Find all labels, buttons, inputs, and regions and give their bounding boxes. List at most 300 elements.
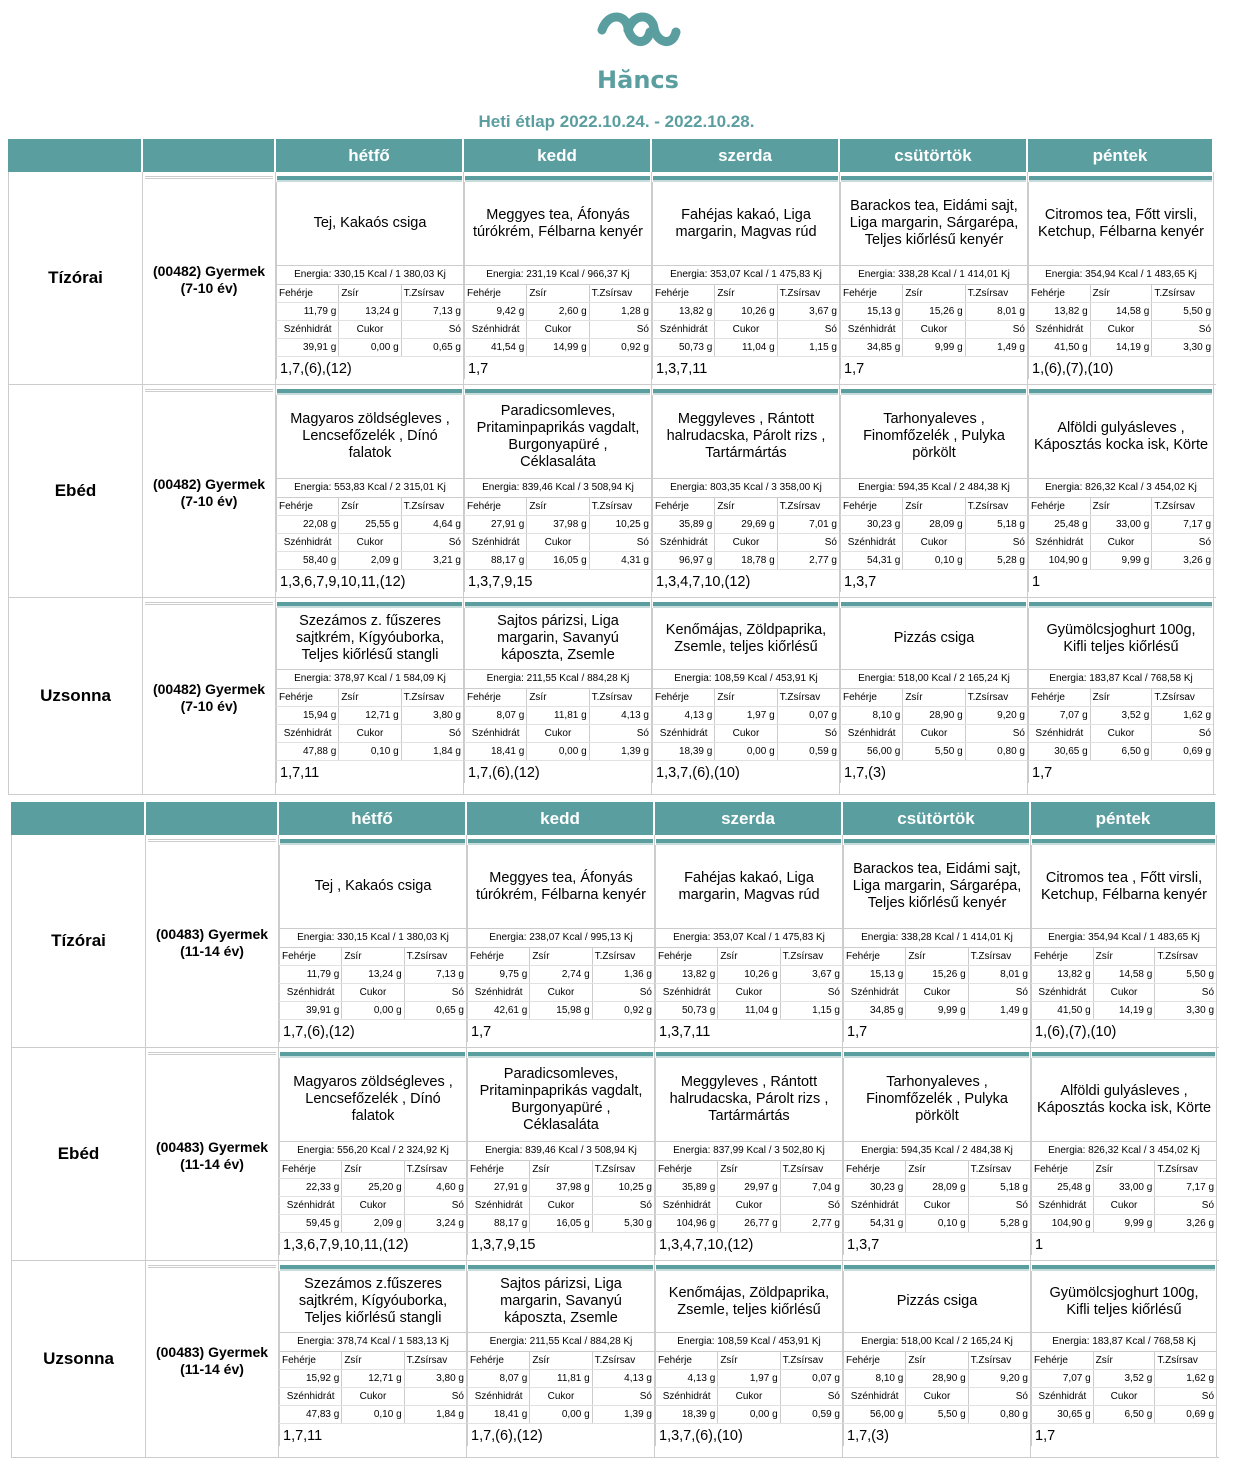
fat-label: Zsír bbox=[526, 285, 588, 302]
day-cell bbox=[467, 1048, 655, 1260]
sugar-label: Cukor bbox=[1093, 1388, 1155, 1405]
carb-value: 39,91 g bbox=[276, 339, 338, 356]
dish-text: Magyaros zöldségleves , Lencsefőzelék , Dínó falatok bbox=[279, 1058, 466, 1142]
saturated-fat-value: 7,13 g bbox=[401, 303, 463, 320]
energy-value: Energia: 354,94 Kcal / 1 483,65 Kj bbox=[1031, 929, 1216, 948]
carb-value: 54,31 g bbox=[840, 552, 902, 569]
protein-value: 13,82 g bbox=[1028, 303, 1090, 320]
saturated-fat-label: T.Zsírsav bbox=[777, 498, 839, 515]
meal-row bbox=[8, 598, 1216, 795]
nutrient-values-row bbox=[279, 966, 466, 984]
dish-text: Sajtos párizsi, Liga margarin, Savanyú káposzta, Zsemle bbox=[467, 1271, 654, 1333]
fat-value: 1,97 g bbox=[714, 707, 776, 724]
sugar-label: Cukor bbox=[905, 1388, 967, 1405]
nutrient-labels-row bbox=[467, 1161, 654, 1179]
saturated-fat-value: 1,62 g bbox=[1154, 1370, 1216, 1387]
nutrient-labels-row bbox=[840, 725, 1027, 743]
fat-value: 14,58 g bbox=[1093, 966, 1155, 983]
protein-label: Fehérje bbox=[1028, 498, 1090, 515]
nutrient-values-row bbox=[1028, 743, 1213, 761]
sugar-label: Cukor bbox=[341, 1197, 403, 1214]
fat-label: Zsír bbox=[717, 948, 779, 965]
nutrient-values-row bbox=[1031, 1179, 1216, 1197]
protein-value: 7,07 g bbox=[1031, 1370, 1093, 1387]
saturated-fat-value: 8,01 g bbox=[965, 303, 1027, 320]
sugar-label: Cukor bbox=[526, 321, 588, 338]
day-cell bbox=[467, 1261, 655, 1457]
saturated-fat-label: T.Zsírsav bbox=[968, 1161, 1030, 1178]
sugar-label: Cukor bbox=[905, 1197, 967, 1214]
nutrient-values-row bbox=[655, 1370, 842, 1388]
dish-text: Meggyleves , Rántott halrudacska, Párolt rizs , Tartármártás bbox=[655, 1058, 842, 1142]
dish-text: Meggyleves , Rántott halrudacska, Párolt rizs , Tartármártás bbox=[652, 395, 839, 479]
day-cell bbox=[279, 1048, 467, 1260]
energy-value: Energia: 330,15 Kcal / 1 380,03 Kj bbox=[279, 929, 466, 948]
salt-label: Só bbox=[589, 321, 651, 338]
dish-text: Barackos tea, Eidámi sajt, Liga margarin, Sárgarépa, Teljes kiőrlésű kenyér bbox=[840, 182, 1027, 266]
nutrient-values-row bbox=[840, 552, 1027, 570]
protein-label: Fehérje bbox=[655, 948, 717, 965]
fat-label: Zsír bbox=[341, 1352, 403, 1369]
salt-label: Só bbox=[777, 534, 839, 551]
sugar-value: 9,99 g bbox=[902, 339, 964, 356]
carb-value: 41,50 g bbox=[1031, 1002, 1093, 1019]
day-header: péntek bbox=[1031, 802, 1217, 835]
nutrient-labels-row bbox=[467, 1388, 654, 1406]
sugar-label: Cukor bbox=[526, 725, 588, 742]
saturated-fat-value: 7,04 g bbox=[780, 1179, 842, 1196]
nutrient-values-row bbox=[279, 1370, 466, 1388]
sugar-value: 16,05 g bbox=[529, 1215, 591, 1232]
energy-value: Energia: 518,00 Kcal / 2 165,24 Kj bbox=[840, 670, 1027, 689]
meal-name: Ebéd bbox=[8, 385, 143, 597]
day-header: szerda bbox=[652, 139, 840, 172]
saturated-fat-value: 7,17 g bbox=[1151, 516, 1213, 533]
day-cell bbox=[652, 385, 840, 597]
carb-value: 50,73 g bbox=[652, 339, 714, 356]
saturated-fat-value: 3,80 g bbox=[401, 707, 463, 724]
protein-value: 9,42 g bbox=[464, 303, 526, 320]
fat-label: Zsír bbox=[714, 498, 776, 515]
carb-value: 42,61 g bbox=[467, 1002, 529, 1019]
dish-text: Fahéjas kakaó, Liga margarin, Magvas rúd bbox=[655, 845, 842, 929]
meal-name: Uzsonna bbox=[11, 1261, 146, 1457]
day-cell bbox=[464, 172, 652, 384]
sugar-value: 0,00 g bbox=[529, 1406, 591, 1423]
fat-value: 14,58 g bbox=[1090, 303, 1152, 320]
carb-value: 104,96 g bbox=[655, 1215, 717, 1232]
energy-value: Energia: 183,87 Kcal / 768,58 Kj bbox=[1031, 1333, 1216, 1352]
nutrient-labels-row bbox=[840, 534, 1027, 552]
carb-value: 56,00 g bbox=[840, 743, 902, 760]
fat-label: Zsír bbox=[529, 948, 591, 965]
protein-value: 13,82 g bbox=[1031, 966, 1093, 983]
protein-label: Fehérje bbox=[843, 948, 905, 965]
saturated-fat-value: 9,20 g bbox=[968, 1370, 1030, 1387]
carb-value: 59,45 g bbox=[279, 1215, 341, 1232]
protein-label: Fehérje bbox=[840, 285, 902, 302]
fat-value: 2,60 g bbox=[526, 303, 588, 320]
nutrient-labels-row bbox=[279, 1197, 466, 1215]
salt-label: Só bbox=[592, 984, 654, 1001]
protein-label: Fehérje bbox=[1028, 689, 1090, 706]
meal-row bbox=[11, 835, 1219, 1048]
fat-value: 11,81 g bbox=[529, 1370, 591, 1387]
nutrient-values-row bbox=[279, 1002, 466, 1020]
nutrient-values-row bbox=[464, 303, 651, 321]
fat-label: Zsír bbox=[338, 285, 400, 302]
sugar-value: 9,99 g bbox=[905, 1002, 967, 1019]
allergen-codes: 1 bbox=[1028, 570, 1213, 592]
protein-value: 13,82 g bbox=[655, 966, 717, 983]
carb-label: Szénhidrát bbox=[1031, 1388, 1093, 1405]
nutrient-values-row bbox=[1028, 707, 1213, 725]
nutrient-labels-row bbox=[279, 1161, 466, 1179]
saturated-fat-label: T.Zsírsav bbox=[777, 285, 839, 302]
sugar-label: Cukor bbox=[717, 1388, 779, 1405]
nutrient-values-row bbox=[464, 552, 651, 570]
nutrient-values-row bbox=[652, 303, 839, 321]
saturated-fat-value: 10,25 g bbox=[589, 516, 651, 533]
saturated-fat-label: T.Zsírsav bbox=[777, 689, 839, 706]
saturated-fat-label: T.Zsírsav bbox=[404, 1352, 466, 1369]
day-header: hétfő bbox=[276, 139, 464, 172]
fat-value: 10,26 g bbox=[717, 966, 779, 983]
salt-value: 0,92 g bbox=[589, 339, 651, 356]
nutrient-values-row bbox=[276, 516, 463, 534]
salt-label: Só bbox=[777, 725, 839, 742]
carb-label: Szénhidrát bbox=[279, 1197, 341, 1214]
sugar-value: 9,99 g bbox=[1090, 552, 1152, 569]
carb-label: Szénhidrát bbox=[843, 1197, 905, 1214]
nutrient-values-row bbox=[464, 339, 651, 357]
age-group: (00482) Gyermek (7-10 év) bbox=[143, 598, 276, 794]
day-header: kedd bbox=[464, 139, 652, 172]
nutrient-labels-row bbox=[464, 534, 651, 552]
meal-row bbox=[11, 1048, 1219, 1261]
day-cell bbox=[1028, 598, 1214, 794]
sugar-value: 16,05 g bbox=[526, 552, 588, 569]
saturated-fat-value: 3,67 g bbox=[777, 303, 839, 320]
sugar-label: Cukor bbox=[714, 725, 776, 742]
fat-label: Zsír bbox=[902, 498, 964, 515]
nutrient-values-row bbox=[843, 1215, 1030, 1233]
nutrient-values-row bbox=[276, 743, 463, 761]
carb-label: Szénhidrát bbox=[276, 321, 338, 338]
day-cell bbox=[840, 385, 1028, 597]
nutrient-labels-row bbox=[652, 689, 839, 707]
sugar-label: Cukor bbox=[905, 984, 967, 1001]
carb-label: Szénhidrát bbox=[652, 725, 714, 742]
sugar-label: Cukor bbox=[529, 984, 591, 1001]
fat-value: 28,90 g bbox=[902, 707, 964, 724]
header-blank bbox=[8, 139, 143, 172]
nutrient-labels-row bbox=[1028, 498, 1213, 516]
energy-value: Energia: 353,07 Kcal / 1 475,83 Kj bbox=[655, 929, 842, 948]
carb-label: Szénhidrát bbox=[467, 1388, 529, 1405]
nutrient-values-row bbox=[843, 1179, 1030, 1197]
nutrient-values-row bbox=[652, 516, 839, 534]
header-blank bbox=[143, 139, 276, 172]
dish-text: Alföldi gulyásleves , Káposztás kocka isk, Körte bbox=[1028, 395, 1213, 479]
sugar-value: 14,19 g bbox=[1090, 339, 1152, 356]
age-group: (00482) Gyermek (7-10 év) bbox=[143, 385, 276, 597]
salt-value: 1,15 g bbox=[777, 339, 839, 356]
nutrient-labels-row bbox=[1031, 1352, 1216, 1370]
fat-label: Zsír bbox=[902, 689, 964, 706]
protein-label: Fehérje bbox=[467, 948, 529, 965]
fat-value: 2,74 g bbox=[529, 966, 591, 983]
meal-row bbox=[8, 385, 1216, 598]
salt-label: Só bbox=[965, 534, 1027, 551]
nutrient-labels-row bbox=[1031, 948, 1216, 966]
energy-value: Energia: 594,35 Kcal / 2 484,38 Kj bbox=[840, 479, 1027, 498]
salt-value: 1,39 g bbox=[589, 743, 651, 760]
allergen-codes: 1,7,(6),(12) bbox=[464, 761, 651, 783]
allergen-codes: 1,(6),(7),(10) bbox=[1031, 1020, 1216, 1042]
salt-value: 3,24 g bbox=[404, 1215, 466, 1232]
sugar-value: 0,00 g bbox=[338, 339, 400, 356]
logo bbox=[592, 8, 684, 94]
sugar-value: 9,99 g bbox=[1093, 1215, 1155, 1232]
nutrient-labels-row bbox=[276, 321, 463, 339]
dish-text: Gyümölcsjoghurt 100g, Kifli teljes kiőrlésű bbox=[1031, 1271, 1216, 1333]
nutrient-values-row bbox=[1028, 303, 1213, 321]
meal-name: Ebéd bbox=[11, 1048, 146, 1260]
salt-value: 3,30 g bbox=[1154, 1002, 1216, 1019]
carb-label: Szénhidrát bbox=[1028, 534, 1090, 551]
day-cell bbox=[655, 1048, 843, 1260]
sugar-value: 0,10 g bbox=[338, 743, 400, 760]
salt-value: 3,21 g bbox=[401, 552, 463, 569]
carb-label: Szénhidrát bbox=[467, 1197, 529, 1214]
fat-label: Zsír bbox=[905, 948, 967, 965]
saturated-fat-label: T.Zsírsav bbox=[401, 285, 463, 302]
nutrient-labels-row bbox=[843, 1197, 1030, 1215]
carb-label: Szénhidrát bbox=[652, 534, 714, 551]
header-blank bbox=[11, 802, 146, 835]
protein-value: 22,08 g bbox=[276, 516, 338, 533]
dish-text: Fahéjas kakaó, Liga margarin, Magvas rúd bbox=[652, 182, 839, 266]
protein-value: 4,13 g bbox=[655, 1370, 717, 1387]
fat-label: Zsír bbox=[714, 689, 776, 706]
day-cell bbox=[1028, 385, 1214, 597]
nutrient-labels-row bbox=[1028, 689, 1213, 707]
menu-block bbox=[8, 139, 1216, 795]
sugar-label: Cukor bbox=[529, 1388, 591, 1405]
protein-value: 8,07 g bbox=[467, 1370, 529, 1387]
energy-value: Energia: 211,55 Kcal / 884,28 Kj bbox=[467, 1333, 654, 1352]
salt-label: Só bbox=[780, 1388, 842, 1405]
nutrient-labels-row bbox=[843, 1388, 1030, 1406]
salt-label: Só bbox=[592, 1197, 654, 1214]
nutrient-values-row bbox=[467, 1370, 654, 1388]
saturated-fat-label: T.Zsírsav bbox=[404, 1161, 466, 1178]
meal-name: Tízórai bbox=[11, 835, 146, 1047]
energy-value: Energia: 330,15 Kcal / 1 380,03 Kj bbox=[276, 266, 463, 285]
carb-value: 41,54 g bbox=[464, 339, 526, 356]
carb-label: Szénhidrát bbox=[279, 984, 341, 1001]
carb-value: 47,83 g bbox=[279, 1406, 341, 1423]
allergen-codes: 1,7,11 bbox=[276, 761, 463, 783]
salt-value: 4,31 g bbox=[589, 552, 651, 569]
nutrient-labels-row bbox=[276, 534, 463, 552]
carb-value: 54,31 g bbox=[843, 1215, 905, 1232]
energy-value: Energia: 231,19 Kcal / 966,37 Kj bbox=[464, 266, 651, 285]
day-header-row bbox=[11, 802, 1219, 835]
day-cell bbox=[655, 835, 843, 1047]
nutrient-values-row bbox=[1031, 966, 1216, 984]
day-header-row bbox=[8, 139, 1216, 172]
protein-label: Fehérje bbox=[652, 498, 714, 515]
nutrient-labels-row bbox=[655, 1352, 842, 1370]
saturated-fat-label: T.Zsírsav bbox=[965, 498, 1027, 515]
nutrient-values-row bbox=[1031, 1370, 1216, 1388]
nutrient-labels-row bbox=[652, 534, 839, 552]
sugar-value: 26,77 g bbox=[717, 1215, 779, 1232]
fat-label: Zsír bbox=[1090, 285, 1152, 302]
allergen-codes: 1,3,7,(6),(10) bbox=[655, 1424, 842, 1446]
carb-label: Szénhidrát bbox=[843, 1388, 905, 1405]
nutrient-values-row bbox=[840, 707, 1027, 725]
energy-value: Energia: 378,74 Kcal / 1 583,13 Kj bbox=[279, 1333, 466, 1352]
saturated-fat-value: 5,18 g bbox=[968, 1179, 1030, 1196]
nutrient-values-row bbox=[655, 1179, 842, 1197]
carb-value: 50,73 g bbox=[655, 1002, 717, 1019]
nutrient-values-row bbox=[840, 339, 1027, 357]
day-cell bbox=[279, 1261, 467, 1457]
nutrient-values-row bbox=[279, 1406, 466, 1424]
allergen-codes: 1,7,11 bbox=[279, 1424, 466, 1446]
sugar-value: 0,00 g bbox=[526, 743, 588, 760]
fat-label: Zsír bbox=[526, 689, 588, 706]
fat-value: 13,24 g bbox=[338, 303, 400, 320]
day-cell bbox=[1031, 835, 1217, 1047]
salt-label: Só bbox=[1154, 1388, 1216, 1405]
nutrient-labels-row bbox=[843, 984, 1030, 1002]
protein-value: 25,48 g bbox=[1031, 1179, 1093, 1196]
saturated-fat-label: T.Zsírsav bbox=[592, 948, 654, 965]
sugar-value: 6,50 g bbox=[1093, 1406, 1155, 1423]
saturated-fat-value: 3,67 g bbox=[780, 966, 842, 983]
carb-value: 104,90 g bbox=[1028, 552, 1090, 569]
allergen-codes: 1,7,(6),(12) bbox=[279, 1020, 466, 1042]
protein-value: 15,94 g bbox=[276, 707, 338, 724]
allergen-codes: 1,3,7,(6),(10) bbox=[652, 761, 839, 783]
energy-value: Energia: 211,55 Kcal / 884,28 Kj bbox=[464, 670, 651, 689]
carb-label: Szénhidrát bbox=[276, 534, 338, 551]
salt-value: 0,80 g bbox=[968, 1406, 1030, 1423]
protein-value: 30,23 g bbox=[843, 1179, 905, 1196]
fat-label: Zsír bbox=[341, 1161, 403, 1178]
protein-label: Fehérje bbox=[652, 689, 714, 706]
nutrient-labels-row bbox=[1028, 321, 1213, 339]
nutrient-labels-row bbox=[467, 984, 654, 1002]
sugar-label: Cukor bbox=[714, 534, 776, 551]
protein-value: 25,48 g bbox=[1028, 516, 1090, 533]
saturated-fat-label: T.Zsírsav bbox=[780, 948, 842, 965]
nutrient-labels-row bbox=[279, 1352, 466, 1370]
fat-label: Zsír bbox=[341, 948, 403, 965]
protein-label: Fehérje bbox=[655, 1161, 717, 1178]
meal-row bbox=[11, 1261, 1219, 1458]
carb-value: 88,17 g bbox=[467, 1215, 529, 1232]
sugar-label: Cukor bbox=[1090, 321, 1152, 338]
allergen-codes: 1,3,7,9,15 bbox=[464, 570, 651, 592]
meal-name: Tízórai bbox=[8, 172, 143, 384]
saturated-fat-value: 3,80 g bbox=[404, 1370, 466, 1387]
allergen-codes: 1,7,(3) bbox=[840, 761, 1027, 783]
protein-value: 15,92 g bbox=[279, 1370, 341, 1387]
salt-value: 1,49 g bbox=[968, 1002, 1030, 1019]
protein-label: Fehérje bbox=[843, 1161, 905, 1178]
energy-value: Energia: 839,46 Kcal / 3 508,94 Kj bbox=[464, 479, 651, 498]
day-cell bbox=[276, 385, 464, 597]
sugar-label: Cukor bbox=[1090, 725, 1152, 742]
nutrient-labels-row bbox=[840, 321, 1027, 339]
sugar-label: Cukor bbox=[1090, 534, 1152, 551]
protein-value: 8,10 g bbox=[840, 707, 902, 724]
sugar-label: Cukor bbox=[717, 984, 779, 1001]
carb-label: Szénhidrát bbox=[655, 1197, 717, 1214]
protein-label: Fehérje bbox=[840, 689, 902, 706]
dish-text: Magyaros zöldségleves , Lencsefőzelék , Dínó falatok bbox=[276, 395, 463, 479]
saturated-fat-value: 7,17 g bbox=[1154, 1179, 1216, 1196]
nutrient-values-row bbox=[276, 303, 463, 321]
protein-value: 22,33 g bbox=[279, 1179, 341, 1196]
nutrient-labels-row bbox=[467, 1352, 654, 1370]
nutrient-values-row bbox=[655, 1215, 842, 1233]
saturated-fat-label: T.Zsírsav bbox=[401, 498, 463, 515]
protein-value: 35,89 g bbox=[652, 516, 714, 533]
nutrient-values-row bbox=[464, 743, 651, 761]
sugar-value: 0,10 g bbox=[902, 552, 964, 569]
saturated-fat-label: T.Zsírsav bbox=[1151, 498, 1213, 515]
nutrient-values-row bbox=[652, 707, 839, 725]
salt-label: Só bbox=[1151, 534, 1213, 551]
protein-value: 11,79 g bbox=[276, 303, 338, 320]
nutrient-labels-row bbox=[464, 321, 651, 339]
protein-label: Fehérje bbox=[464, 689, 526, 706]
nutrient-values-row bbox=[843, 1406, 1030, 1424]
day-cell bbox=[1031, 1048, 1217, 1260]
nutrient-labels-row bbox=[1031, 1161, 1216, 1179]
carb-label: Szénhidrát bbox=[1028, 321, 1090, 338]
carb-label: Szénhidrát bbox=[655, 984, 717, 1001]
salt-value: 0,69 g bbox=[1151, 743, 1213, 760]
sugar-label: Cukor bbox=[1093, 1197, 1155, 1214]
salt-value: 2,77 g bbox=[780, 1215, 842, 1232]
protein-label: Fehérje bbox=[1031, 1352, 1093, 1369]
energy-value: Energia: 338,28 Kcal / 1 414,01 Kj bbox=[840, 266, 1027, 285]
carb-label: Szénhidrát bbox=[467, 984, 529, 1001]
saturated-fat-value: 5,50 g bbox=[1151, 303, 1213, 320]
age-group: (00483) Gyermek (11-14 év) bbox=[146, 835, 279, 1047]
nutrient-labels-row bbox=[464, 689, 651, 707]
dish-text: Alföldi gulyásleves , Káposztás kocka isk, Körte bbox=[1031, 1058, 1216, 1142]
nutrient-labels-row bbox=[279, 984, 466, 1002]
nutrient-labels-row bbox=[1031, 1197, 1216, 1215]
day-header: csütörtök bbox=[840, 139, 1028, 172]
nutrient-values-row bbox=[464, 516, 651, 534]
day-cell bbox=[464, 598, 652, 794]
nutrient-labels-row bbox=[843, 1352, 1030, 1370]
carb-label: Szénhidrát bbox=[1031, 1197, 1093, 1214]
age-group: (00483) Gyermek (11-14 év) bbox=[146, 1048, 279, 1260]
energy-value: Energia: 354,94 Kcal / 1 483,65 Kj bbox=[1028, 266, 1213, 285]
energy-value: Energia: 108,59 Kcal / 453,91 Kj bbox=[655, 1333, 842, 1352]
nutrient-values-row bbox=[464, 707, 651, 725]
